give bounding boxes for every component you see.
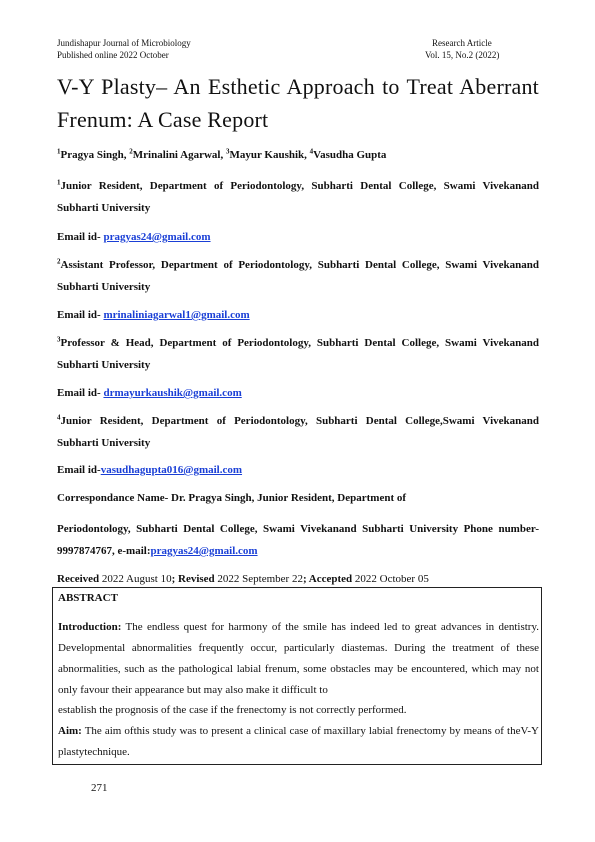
- email-line: [57, 230, 211, 244]
- email-link[interactable]: mrinaliniagarwal1@gmail.com: [103, 309, 250, 321]
- email-label: Email id-: [57, 387, 104, 399]
- affiliation: [57, 254, 539, 298]
- affiliation-text: Assistant Professor, Department of Periodontology, Subharti Dental College, Swami Vivekanand Subharti University: [57, 259, 539, 293]
- affiliation-text: Professor & Head, Department of Periodontology, Subharti Dental College, Swami Vivekanand Subharti University: [57, 337, 539, 371]
- email-label: Email id-: [57, 309, 104, 321]
- revised-date: 2022 September 22: [214, 573, 303, 585]
- affiliation-sup: 3: [57, 335, 61, 344]
- published-date: Published online 2022 October: [57, 50, 169, 60]
- aim-label: Aim:: [58, 725, 82, 737]
- author-sup: 2: [129, 147, 133, 156]
- page-number: 271: [91, 782, 108, 794]
- affiliation-text: Junior Resident, Department of Periodontology, Subharti Dental College,Swami Vivekanand Subharti University: [57, 415, 539, 449]
- received-label: Received: [57, 573, 100, 585]
- author-sup: 1: [57, 147, 61, 156]
- email-link[interactable]: pragyas24@gmail.com: [150, 545, 258, 557]
- author-list: [57, 149, 539, 161]
- email-link[interactable]: drmayurkaushik@gmail.com: [103, 387, 242, 399]
- introduction-text: The endless quest for harmony of the smile has indeed led to great advances in dentistry. Developmental abnormalities frequently occur, particularly diastemas. During the treatment of these abnormalities, such as the pathological labial frenum, some obstacles may be encountered, which may not only favour their appearance but may also make it difficult to: [58, 621, 539, 696]
- author-name: Vasudha Gupta: [313, 149, 387, 161]
- affiliation: [57, 410, 539, 454]
- author-name: Pragya Singh,: [60, 149, 130, 161]
- revised-label: ; Revised: [171, 573, 215, 585]
- author-name: Mrinalini Agarwal,: [132, 149, 226, 161]
- email-line: [57, 386, 242, 400]
- author-name: Mayur Kaushik,: [229, 149, 310, 161]
- abstract-introduction-last-line: establish the prognosis of the case if the frenectomy is not correctly performed.: [58, 704, 407, 716]
- affiliation-sup: 1: [57, 178, 61, 187]
- correspondence-details: [57, 518, 539, 562]
- affiliation-sup: 2: [57, 257, 61, 266]
- introduction-label: Introduction:: [58, 621, 122, 633]
- received-date: 2022 August 10: [99, 573, 172, 585]
- email-label: Email id-: [57, 231, 104, 243]
- email-link[interactable]: vasudhagupta016@gmail.com: [100, 464, 243, 476]
- abstract-heading: ABSTRACT: [58, 592, 118, 604]
- email-link[interactable]: pragyas24@gmail.com: [103, 231, 211, 243]
- accepted-label: ; Accepted: [302, 573, 353, 585]
- article-type: Research Article: [432, 38, 492, 48]
- paper-title: V-Y Plasty– An Esthetic Approach to Treat Aberrant Frenum: A Case Report: [57, 74, 539, 132]
- aim-text: The aim ofthis study was to present a clinical case of maxillary labial frenectomy by means of theV-Y plastytechnique.: [58, 725, 539, 758]
- article-dates: [57, 572, 539, 586]
- email-line: [57, 463, 242, 477]
- correspondence-line-1: Correspondance Name- Dr. Pragya Singh, Junior Resident, Department of: [57, 492, 407, 504]
- affiliation: [57, 175, 539, 219]
- affiliation: [57, 332, 539, 376]
- abstract-aim: [58, 721, 539, 763]
- author-sup: 4: [309, 147, 314, 156]
- correspondence-text: Periodontology, Subharti Dental College, Swami Vivekanand Subharti University Phone number- 9997874767, e-mail:: [57, 523, 539, 557]
- email-label: Email id-: [57, 464, 101, 476]
- email-line: [57, 308, 250, 322]
- affiliation-sup: 4: [57, 413, 61, 422]
- accepted-date: 2022 October 05: [352, 573, 429, 585]
- journal-name: Jundishapur Journal of Microbiology: [57, 38, 191, 48]
- abstract-introduction: [58, 617, 539, 701]
- volume-info: Vol. 15, No.2 (2022): [425, 50, 500, 60]
- author-sup: 3: [225, 147, 230, 156]
- affiliation-text: Junior Resident, Department of Periodontology, Subharti Dental College, Swami Vivekanand Subharti University: [57, 180, 539, 214]
